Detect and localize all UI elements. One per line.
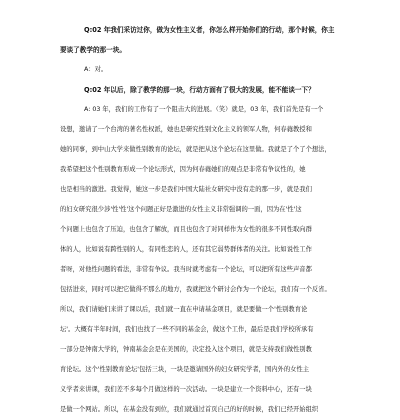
answer-2-line-3: 她的同事，到中山大学来做性别教育的论坛，就是把从这个论坛在这里做。我就是了个了个想法，	[60, 146, 331, 153]
answer-2-line-8: 体的人，比如说有跨性别的人，有同性恋的人，还有其它弱势群体者的关注。比如说性工作	[60, 246, 312, 253]
answer-2-line-13: 一部分是钟南大学的，钟南基金会是在美国的，决定投入这个项目，就是支持我们做性别教	[60, 346, 312, 353]
answer-1-line-1: A：对。	[84, 66, 108, 73]
answer-2-line-4: 我希望把这个性别教育形成一个论坛形式，因为何春蕤她们的观点是非常有争议性的，她	[60, 166, 306, 173]
answer-2-line-1: A: 03 年，我们的工作有了一个阻击大的进展。（笑）就是，03 年，我们首先是有一个	[84, 106, 324, 113]
question-1-line-2: 要谈了教学的那一块。	[60, 46, 126, 54]
question-2	[60, 80, 360, 100]
answer-1	[60, 60, 360, 80]
question-1-line-1: Q:02 年我们采访过你，做为女性主义者，你怎么样开始你们的行动，那个时候，你主	[84, 26, 335, 34]
answer-2-line-2: 设想，邀请了一个台湾的著名性权派，她也是研究性别文化主义的领军人物，何春蕤教授和	[60, 126, 312, 133]
answer-2	[60, 100, 360, 420]
answer-2-line-12: 坛'。大概有半年时间，我们也找了一些不同的基金会，做这个工作，最后是我们学校所承有	[60, 326, 314, 333]
answer-2-line-16: 是做一个网站。所以，在基金没有到位，我们就通过首页自己的好的时候，我们已经开始组织	[60, 406, 319, 413]
answer-2-line-10: 包括进来，同时可以把它做得不那么的地方，我就把这个研讨会作为一个论坛，我们有一个反省。	[60, 286, 331, 293]
answer-2-line-7: 个问题上也包含了压迫，也包含了解放，而且也包含了对同样作为女性的很多不同性取向群	[60, 226, 312, 233]
answer-2-line-15: 义学者来讲课，我们差不多每个月做这样的一次活动。一块是建立一个资料中心，还有一块	[60, 386, 312, 393]
answer-2-line-9: 者呀，对他性问题的看法，非常有争议。我当时就考虑有一个论坛，可以把所有这些声音都	[60, 266, 312, 273]
question-1	[60, 20, 360, 60]
question-2-line-1: Q:02 年以后，除了教学的那一块，行动方面有了很大的发展，能不能谈一下？	[84, 86, 315, 94]
answer-2-line-6: 的妇女研究很少涉'性'性'这个问题正好是激进的女性主义非常强调的一面，因为在'性'这	[60, 206, 302, 213]
answer-2-line-14: 育论坛。这个'性别教育论坛'包括三块，一块是邀请国外的妇女研究学者，国内外的女性主	[60, 366, 310, 373]
answer-2-line-11: 所以，我们请她们来讲了课以后，我们就一直在申请基金项目，就是要做一个'性别教育论	[60, 306, 308, 313]
answer-2-line-5: 也是相当的激进。我觉得，她这一步是我们中国大陆社女研究中没有走的那一步，就是我们	[60, 186, 312, 193]
